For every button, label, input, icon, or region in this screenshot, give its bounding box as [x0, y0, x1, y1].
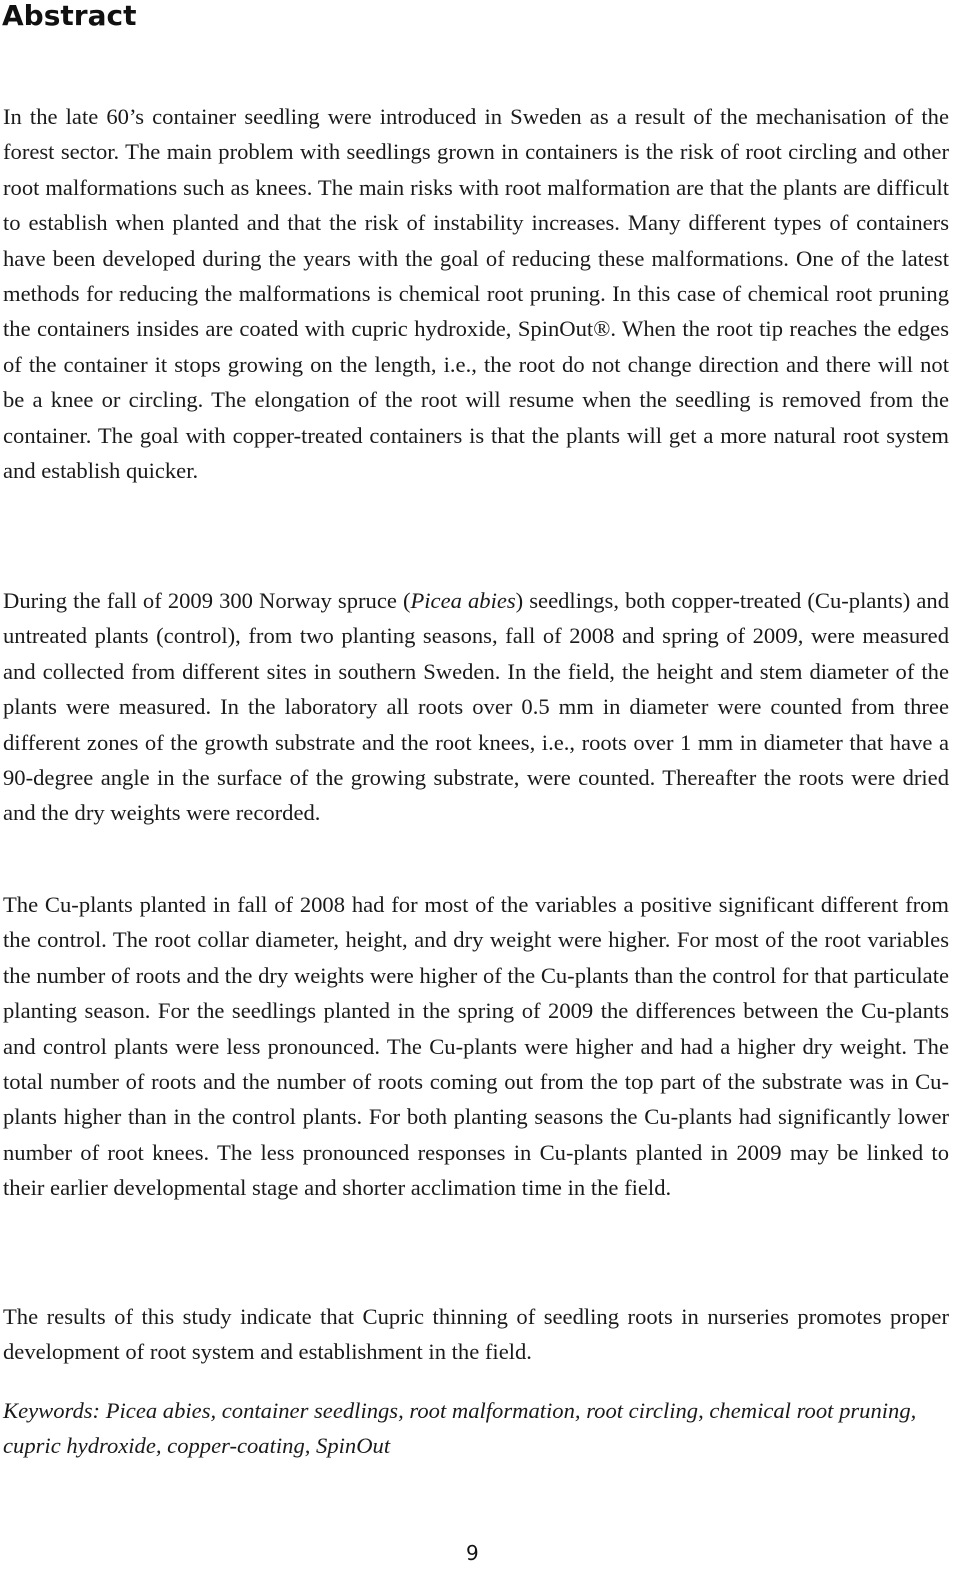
- abstract-paragraph-3: The Cu-plants planted in fall of 2008 had for most of the variables a positive significant different from the control. The root collar diameter, height, and dry weight were higher. For most of the root variables the number of roots and the dry weights were higher of the Cu-plants than the control for that particulate planting season. For the seedlings planted in the spring of 2009 the differences between the Cu-plants and control plants were less pronounced. The Cu-plants were higher and had a higher dry weight. The total number of roots and the number of roots coming out from the top part of the substrate was in Cu-plants higher than in the control plants. For both planting seasons the Cu-plants had significantly lower number of root knees. The less pronounced responses in Cu-plants planted in 2009 may be linked to their earlier developmental stage and shorter acclimation time in the field.: [3, 892, 949, 1201]
- paragraph-2-text-end: ) seedlings, both copper-treated (Cu-plants) and untreated plants (control), from two planting seasons, fall of 2008 and spring of 2009, were measured and collected from different sites in southern Sweden. In the field, the height and stem diameter of the plants were measured. In the laboratory all roots over 0.5 mm in diameter were counted from three different zones of the growth substrate and the root knees, i.e., roots over 1 mm in diameter that have a 90-degree angle in the surface of the growing substrate, were counted. Thereafter the roots were dried and the dry weights were recorded.: [3, 588, 949, 826]
- species-name: Picea abies: [410, 588, 516, 613]
- keywords: Keywords: Picea abies, container seedlings, root malformation, root circling, chemical root pruning, cupric hydroxide, copper-coating, SpinOut: [3, 1398, 917, 1458]
- abstract-paragraph-2: [3, 583, 949, 831]
- paragraph-2-text-start: During the fall of 2009 300 Norway spruce (: [3, 588, 411, 613]
- abstract-paragraph-1: In the late 60’s container seedling were introduced in Sweden as a result of the mechanisation of the forest sector. The main problem with seedlings grown in containers is the risk of root circling and other root malformations such as knees. The main risks with root malformation are that the plants are difficult to establish when planted and that the risk of instability increases. Many different types of containers have been developed during the years with the goal of reducing these malformations. One of the latest methods for reducing the malformations is chemical root pruning. In this case of chemical root pruning the containers insides are coated with cupric hydroxide, SpinOut®. When the root tip reaches the edges of the container it stops growing on the length, i.e., the root do not change direction and there will not be a knee or circling. The elongation of the root will resume when the seedling is removed from the container. The goal with copper-treated containers is that the plants will get a more natural root system and establish quicker.: [3, 104, 949, 484]
- section-heading: Abstract: [2, 0, 137, 32]
- page-number: 9: [466, 1541, 479, 1565]
- abstract-paragraph-4: The results of this study indicate that Cupric thinning of seedling roots in nurseries promotes proper development of root system and establishment in the field.: [3, 1304, 949, 1365]
